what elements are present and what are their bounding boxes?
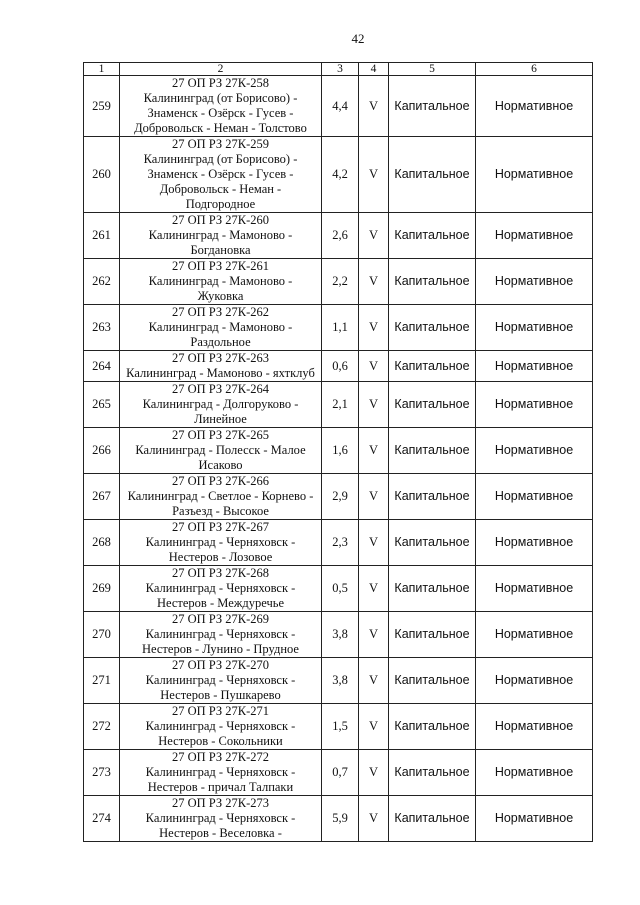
road-name-line: Калининград - Мамоново - — [148, 320, 293, 334]
road-category: V — [359, 796, 389, 842]
row-number: 267 — [84, 474, 120, 520]
road-length: 4,4 — [322, 76, 359, 137]
road-category: V — [359, 382, 389, 428]
road-name-line: Нестеров - Междуречье — [156, 596, 285, 610]
road-state: Нормативное — [476, 658, 593, 704]
row-number: 263 — [84, 305, 120, 351]
road-name-line: Добровольск - Неман - Толстово — [134, 121, 307, 135]
repair-type: Капитальное — [389, 351, 476, 382]
header-col-6: 6 — [476, 63, 593, 76]
table-row — [84, 351, 593, 382]
road-name-line: Калининград - Черняховск - — [145, 673, 296, 687]
road-name — [120, 428, 322, 474]
road-name-line: Калининград - Мамоново - — [148, 274, 293, 288]
table-row — [84, 137, 593, 213]
repair-type: Капитальное — [389, 474, 476, 520]
road-name-line: 27 ОП РЗ 27К-272 — [171, 750, 270, 764]
header-col-2: 2 — [120, 63, 322, 76]
road-name-line: Жуковка — [197, 289, 244, 303]
road-name-line: 27 ОП РЗ 27К-266 — [171, 474, 270, 488]
road-state: Нормативное — [476, 351, 593, 382]
table-row — [84, 566, 593, 612]
road-name-line: 27 ОП РЗ 27К-262 — [171, 305, 270, 319]
repair-type: Капитальное — [389, 658, 476, 704]
row-number: 259 — [84, 76, 120, 137]
repair-type: Капитальное — [389, 520, 476, 566]
road-name-line: 27 ОП РЗ 27К-270 — [171, 658, 270, 672]
page-number: 42 — [351, 31, 365, 46]
road-name — [120, 213, 322, 259]
road-name-line: Линейное — [194, 412, 247, 426]
road-length: 3,8 — [322, 658, 359, 704]
road-category: V — [359, 704, 389, 750]
road-length: 5,9 — [322, 796, 359, 842]
repair-type: Капитальное — [389, 76, 476, 137]
table-row — [84, 76, 593, 137]
repair-type: Капитальное — [389, 750, 476, 796]
row-number: 268 — [84, 520, 120, 566]
road-state: Нормативное — [476, 213, 593, 259]
road-state: Нормативное — [476, 566, 593, 612]
road-name-line: Разъезд - Высокое — [172, 504, 269, 518]
road-length: 2,1 — [322, 382, 359, 428]
table-header-row — [84, 63, 593, 76]
road-name-line: Знаменск - Озёрск - Гусев - — [147, 106, 294, 120]
road-name-line: Раздольное — [190, 335, 251, 349]
table-row — [84, 704, 593, 750]
road-name-line: Нестеров - Лозовое — [168, 550, 273, 564]
road-state: Нормативное — [476, 704, 593, 750]
road-state: Нормативное — [476, 612, 593, 658]
road-name-line: Калининград - Мамоново - — [148, 228, 293, 242]
road-name — [120, 305, 322, 351]
row-number: 260 — [84, 137, 120, 213]
table-row — [84, 305, 593, 351]
road-category: V — [359, 76, 389, 137]
road-name-line: Нестеров - Сокольники — [158, 734, 283, 748]
road-name — [120, 566, 322, 612]
road-category: V — [359, 658, 389, 704]
road-name-line: 27 ОП РЗ 27К-259 — [171, 137, 270, 151]
table-row — [84, 428, 593, 474]
road-category: V — [359, 520, 389, 566]
road-name — [120, 520, 322, 566]
road-state: Нормативное — [476, 259, 593, 305]
road-name-line: Калининград - Полесск - Малое — [135, 443, 306, 457]
road-length: 1,1 — [322, 305, 359, 351]
road-name-line: Калининград - Долгоруково - — [142, 397, 299, 411]
road-length: 0,6 — [322, 351, 359, 382]
row-number: 270 — [84, 612, 120, 658]
road-name-line: Подгородное — [185, 197, 256, 211]
road-length: 1,6 — [322, 428, 359, 474]
road-name-line: Калининград - Мамоново - яхтклуб — [126, 366, 315, 380]
road-name — [120, 612, 322, 658]
road-name-line: Калининград - Светлое - Корнево - — [127, 489, 314, 503]
road-name-line: 27 ОП РЗ 27К-264 — [171, 382, 270, 396]
road-category: V — [359, 612, 389, 658]
road-name — [120, 658, 322, 704]
roads-table — [83, 62, 593, 842]
repair-type: Капитальное — [389, 796, 476, 842]
road-category: V — [359, 351, 389, 382]
road-state: Нормативное — [476, 76, 593, 137]
road-state: Нормативное — [476, 305, 593, 351]
road-category: V — [359, 566, 389, 612]
road-length: 0,5 — [322, 566, 359, 612]
road-name-line: 27 ОП РЗ 27К-261 — [171, 259, 270, 273]
repair-type: Капитальное — [389, 213, 476, 259]
row-number: 272 — [84, 704, 120, 750]
road-length: 2,6 — [322, 213, 359, 259]
road-name — [120, 704, 322, 750]
repair-type: Капитальное — [389, 612, 476, 658]
road-state: Нормативное — [476, 520, 593, 566]
road-name-line: Знаменск - Озёрск - Гусев - — [147, 167, 294, 181]
table-row — [84, 259, 593, 305]
road-name-line: Богдановка — [190, 243, 251, 257]
road-length: 2,3 — [322, 520, 359, 566]
row-number: 265 — [84, 382, 120, 428]
header-col-1: 1 — [84, 63, 120, 76]
table-row — [84, 474, 593, 520]
repair-type: Капитальное — [389, 305, 476, 351]
road-category: V — [359, 750, 389, 796]
road-name-line: Нестеров - Веселовка - — [159, 826, 282, 840]
road-name — [120, 137, 322, 213]
road-name — [120, 382, 322, 428]
repair-type: Капитальное — [389, 137, 476, 213]
road-name-line: Исаково — [198, 458, 243, 472]
row-number: 274 — [84, 796, 120, 842]
table-row — [84, 750, 593, 796]
road-name-line: Калининград (от Борисово) - — [143, 152, 298, 166]
road-name-line: 27 ОП РЗ 27К-260 — [171, 213, 270, 227]
road-name — [120, 474, 322, 520]
road-name-line: Добровольск - Неман - — [159, 182, 282, 196]
row-number: 261 — [84, 213, 120, 259]
road-name-line: 27 ОП РЗ 27К-268 — [171, 566, 270, 580]
road-category: V — [359, 213, 389, 259]
road-state: Нормативное — [476, 137, 593, 213]
road-name — [120, 351, 322, 382]
road-category: V — [359, 305, 389, 351]
road-name-line: 27 ОП РЗ 27К-265 — [171, 428, 270, 442]
road-name-line: 27 ОП РЗ 27К-258 — [171, 76, 270, 90]
row-number: 271 — [84, 658, 120, 704]
road-name-line: Калининград - Черняховск - — [145, 627, 296, 641]
repair-type: Капитальное — [389, 566, 476, 612]
road-length: 4,2 — [322, 137, 359, 213]
road-name-line: Калининград - Черняховск - — [145, 719, 296, 733]
road-state: Нормативное — [476, 796, 593, 842]
table-row — [84, 520, 593, 566]
road-name-line: Калининград - Черняховск - — [145, 535, 296, 549]
table-row — [84, 658, 593, 704]
road-length: 1,5 — [322, 704, 359, 750]
table-row — [84, 796, 593, 842]
road-name-line: 27 ОП РЗ 27К-267 — [171, 520, 270, 534]
header-col-5: 5 — [389, 63, 476, 76]
road-category: V — [359, 428, 389, 474]
road-name — [120, 259, 322, 305]
road-state: Нормативное — [476, 750, 593, 796]
road-name-line: Калининград - Черняховск - — [145, 765, 296, 779]
road-state: Нормативное — [476, 382, 593, 428]
road-name — [120, 750, 322, 796]
row-number: 264 — [84, 351, 120, 382]
repair-type: Капитальное — [389, 259, 476, 305]
road-name-line: Калининград (от Борисово) - — [143, 91, 298, 105]
road-name-line: Калининград - Черняховск - — [145, 811, 296, 825]
road-name — [120, 76, 322, 137]
road-name-line: Калининград - Черняховск - — [145, 581, 296, 595]
road-length: 2,9 — [322, 474, 359, 520]
road-name-line: 27 ОП РЗ 27К-263 — [171, 351, 270, 365]
row-number: 262 — [84, 259, 120, 305]
road-length: 2,2 — [322, 259, 359, 305]
table-row — [84, 213, 593, 259]
road-name-line: 27 ОП РЗ 27К-273 — [171, 796, 270, 810]
header-col-4: 4 — [359, 63, 389, 76]
road-name-line: 27 ОП РЗ 27К-271 — [171, 704, 270, 718]
road-name-line: 27 ОП РЗ 27К-269 — [171, 612, 270, 626]
repair-type: Капитальное — [389, 704, 476, 750]
road-length: 0,7 — [322, 750, 359, 796]
road-category: V — [359, 474, 389, 520]
road-name — [120, 796, 322, 842]
road-name-line: Нестеров - Лунино - Прудное — [142, 642, 299, 656]
row-number: 269 — [84, 566, 120, 612]
road-state: Нормативное — [476, 474, 593, 520]
repair-type: Капитальное — [389, 382, 476, 428]
table-row — [84, 382, 593, 428]
row-number: 266 — [84, 428, 120, 474]
header-col-3: 3 — [322, 63, 359, 76]
road-category: V — [359, 137, 389, 213]
road-category: V — [359, 259, 389, 305]
repair-type: Капитальное — [389, 428, 476, 474]
road-length: 3,8 — [322, 612, 359, 658]
row-number: 273 — [84, 750, 120, 796]
road-name-line: Нестеров - Пушкарево — [160, 688, 281, 702]
road-name-line: Нестеров - причал Талпаки — [147, 780, 294, 794]
road-state: Нормативное — [476, 428, 593, 474]
table-row — [84, 612, 593, 658]
